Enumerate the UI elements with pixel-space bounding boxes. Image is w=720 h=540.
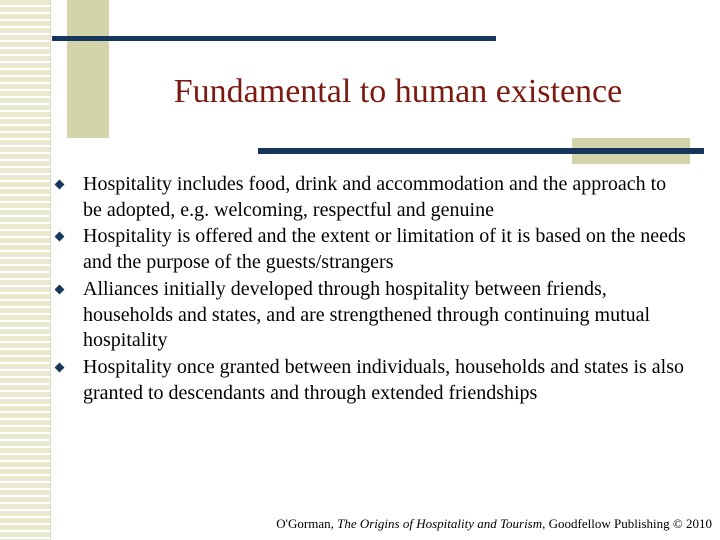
citation-publisher: , Goodfellow Publishing © 2010 bbox=[542, 516, 712, 531]
decorative-stripes bbox=[0, 0, 51, 540]
citation-author: O'Gorman, bbox=[276, 516, 338, 531]
bullet-item bbox=[56, 277, 688, 354]
diamond-bullet-icon bbox=[55, 363, 65, 373]
title-accent-block bbox=[67, 0, 109, 138]
mid-rule bbox=[258, 148, 704, 154]
bullet-item bbox=[56, 172, 688, 224]
bullet-list bbox=[56, 172, 688, 407]
bullet-text: Hospitality includes food, drink and accommodation and the approach to be adopted, e.g. welcoming, respectful and genuine bbox=[83, 173, 667, 221]
citation-work-title: The Origins of Hospitality and Tourism bbox=[337, 516, 543, 531]
source-citation bbox=[276, 516, 712, 532]
slide-title: Fundamental to human existence bbox=[173, 73, 623, 110]
top-rule bbox=[52, 36, 496, 41]
diamond-bullet-icon bbox=[55, 284, 65, 294]
bullet-item bbox=[56, 224, 688, 276]
bullet-item bbox=[56, 355, 688, 407]
bullet-text: Alliances initially developed through hospitality between friends, households and states, and are strengthened through continuing mutual hospitality bbox=[83, 277, 651, 352]
bullet-text: Hospitality is offered and the extent or limitation of it is based on the needs and the purpose of the guests/strangers bbox=[83, 225, 686, 274]
bullet-text: Hospitality once granted between individuals, households and states is also granted to descendants and through extended friendships bbox=[83, 355, 684, 404]
diamond-bullet-icon bbox=[55, 232, 65, 242]
diamond-bullet-icon bbox=[55, 180, 65, 190]
